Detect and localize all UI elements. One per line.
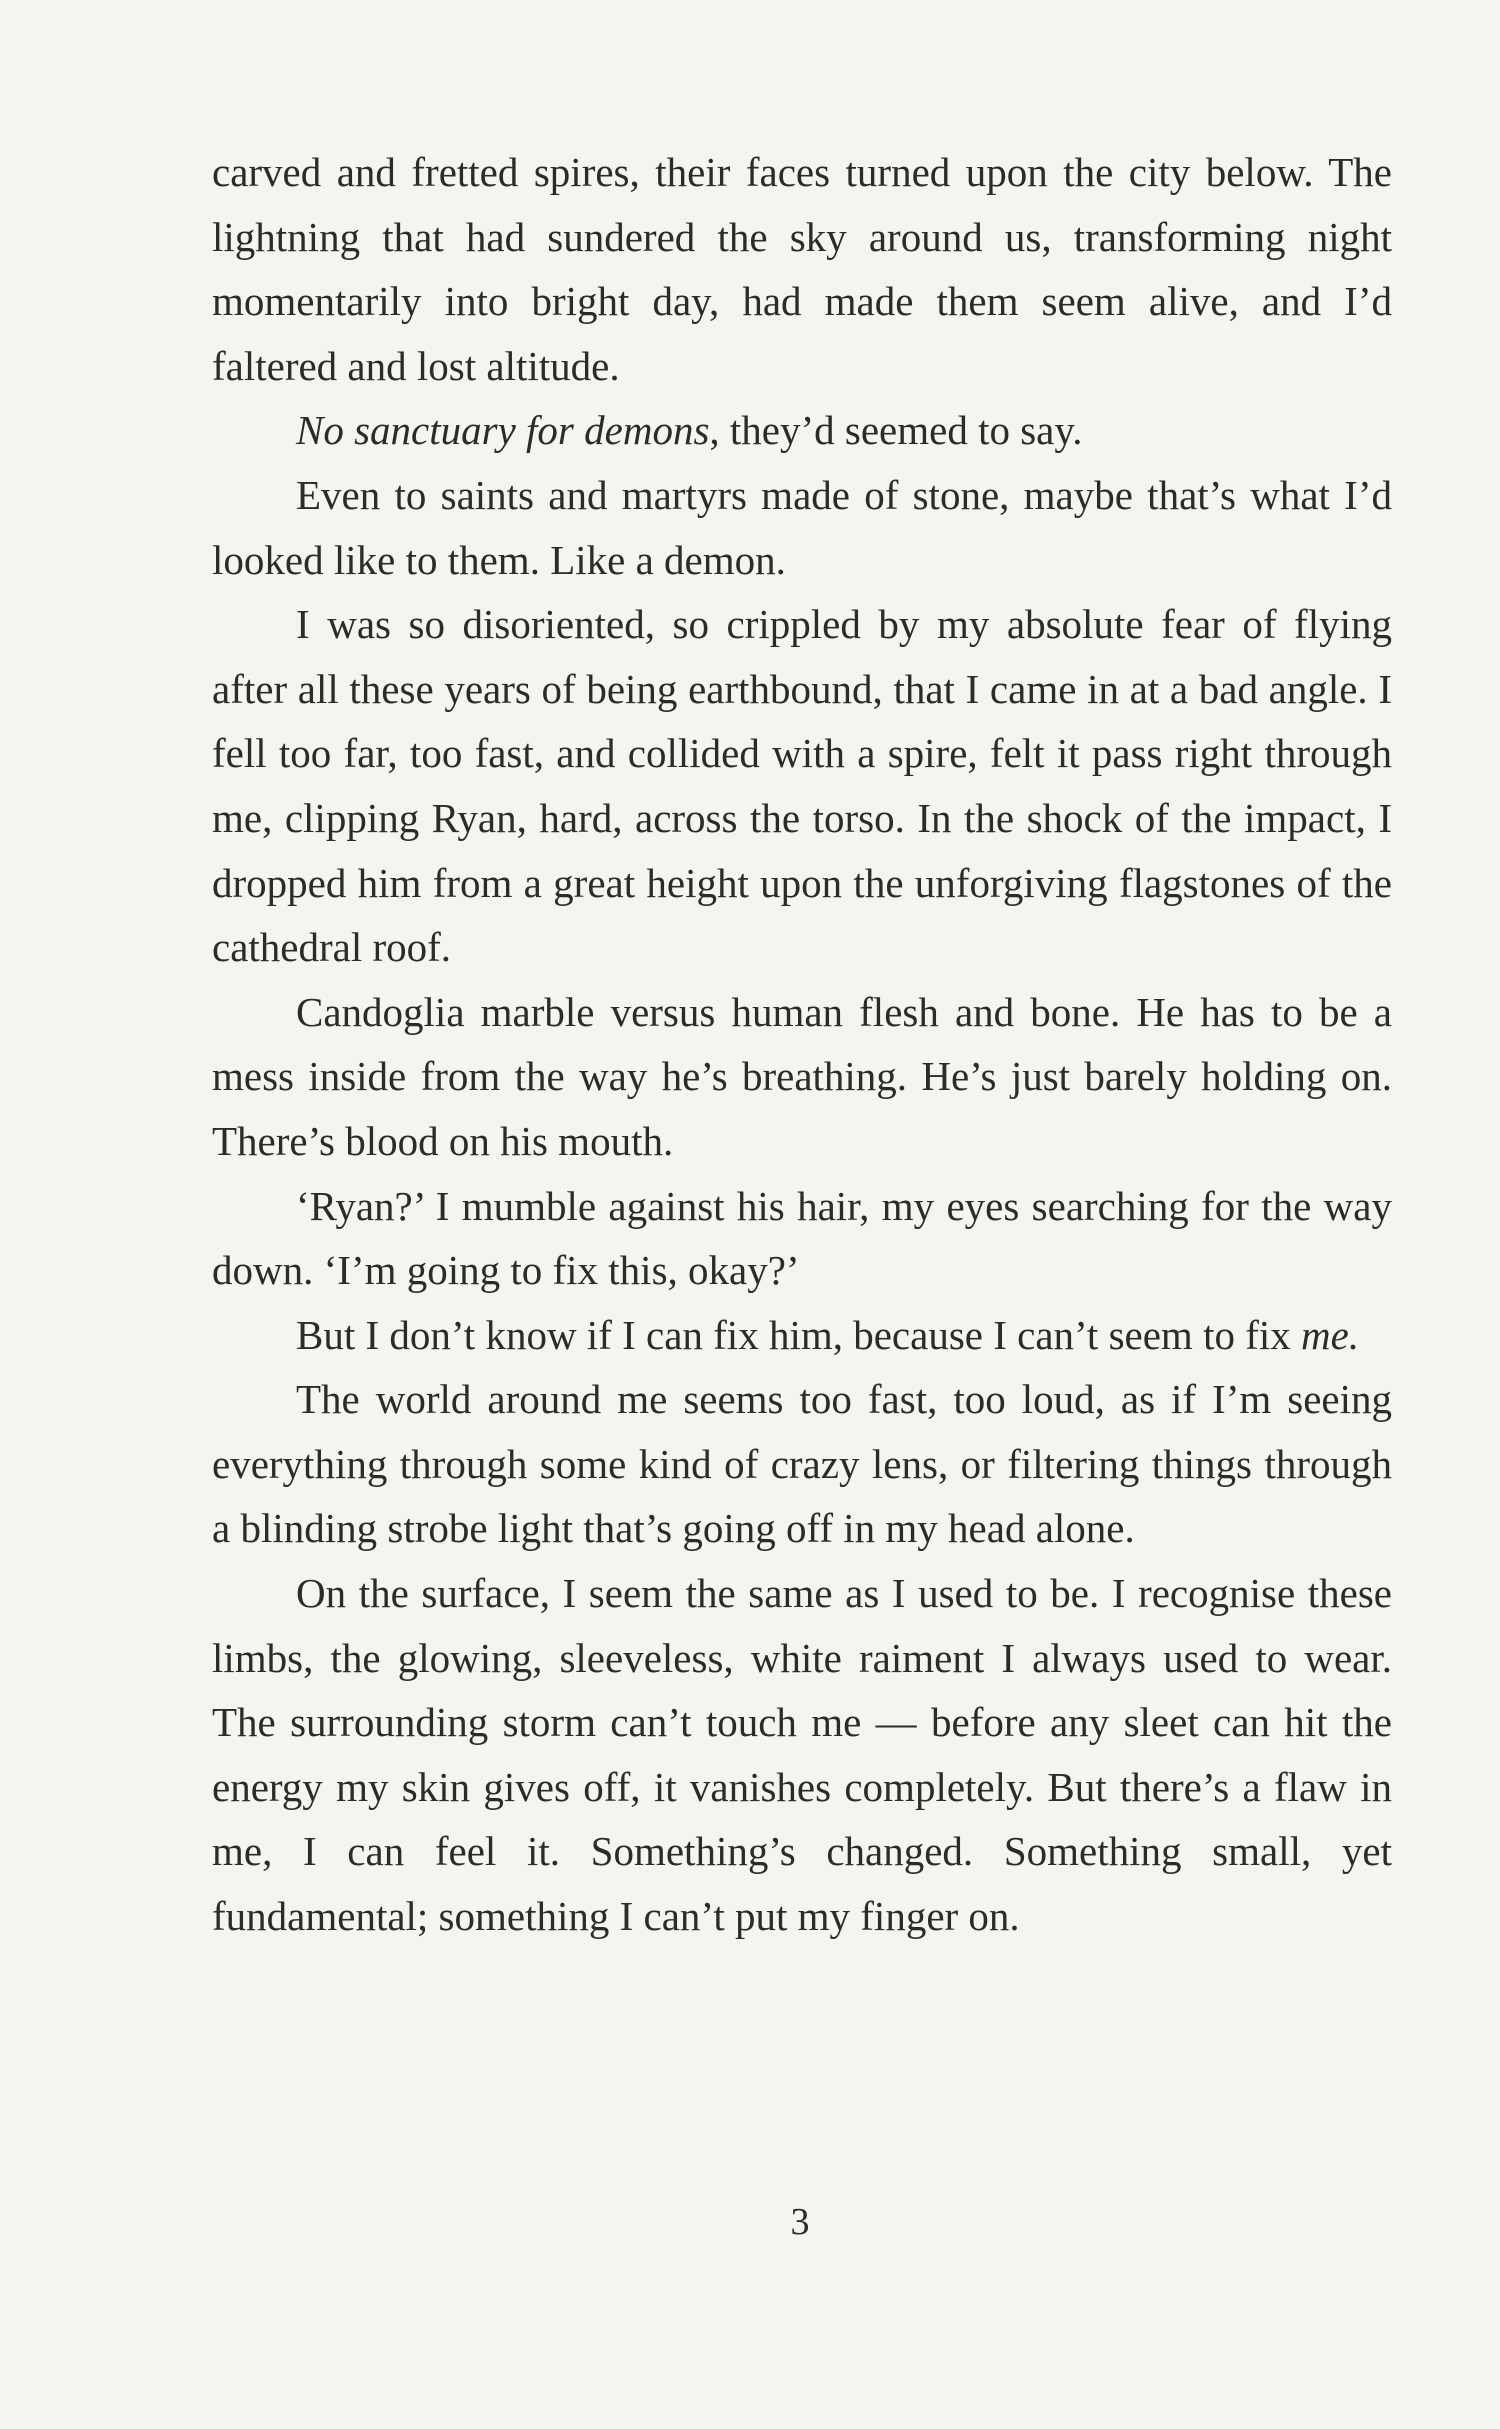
paragraph-7 [212, 1303, 1392, 1368]
paragraph-5: Candoglia marble versus human flesh and bone. He has to be a mess inside from the way he’s breathing. He’s just barely holding on. There’s blood on his mouth. [212, 988, 1392, 1164]
body-text [212, 140, 1392, 1949]
paragraph-8: The world around me seems too fast, too loud, as if I’m seeing everything through some kind of crazy lens, or filtering things through a blinding strobe light that’s going off in my head alone. [212, 1376, 1392, 1552]
paragraph-4: I was so disoriented, so crippled by my absolute fear of flying after all these years of being earthbound, that I came in at a bad angle. I fell too far, too fast, and collided with a spire, felt it pass right through me, clipping Ryan, hard, across the torso. In the shock of the impact, I dropped him from a great height upon the unforgiving flagstones of the cathedral roof. [212, 601, 1392, 971]
paragraph-3: Even to saints and martyrs made of stone, maybe that’s what I’d looked like to them. Like a demon. [212, 471, 1392, 583]
italic-phrase: No sanctuary for demons [296, 407, 710, 454]
paragraph-7-lead: But I don’t know if I can fix him, because I can’t seem to fix [296, 1311, 1302, 1358]
page-number: 3 [790, 2201, 810, 2243]
paragraph-2 [212, 398, 1392, 463]
italic-word: me. [1301, 1311, 1360, 1358]
paragraph-2-rest: , they’d seemed to say. [709, 407, 1083, 454]
paragraph-1: carved and fretted spires, their faces turned upon the city below. The lightning that had sundered the sky around us, transforming night momentarily into bright day, had made them seem alive, and I’d faltered and lost altitude. [212, 149, 1392, 389]
paragraph-9: On the surface, I seem the same as I used to be. I recognise these limbs, the glowing, sleeveless, white raiment I always used to wear. The surrounding storm can’t touch me — before any sleet can hit the energy my skin gives off, it vanishes completely. But there’s a flaw in me, I can feel it. Something’s changed. Something small, yet fundamental; something I can’t put my finger on. [212, 1570, 1392, 1940]
paragraph-6: ‘Ryan?’ I mumble against his hair, my eyes searching for the way down. ‘I’m going to fix this, okay?’ [212, 1182, 1392, 1294]
